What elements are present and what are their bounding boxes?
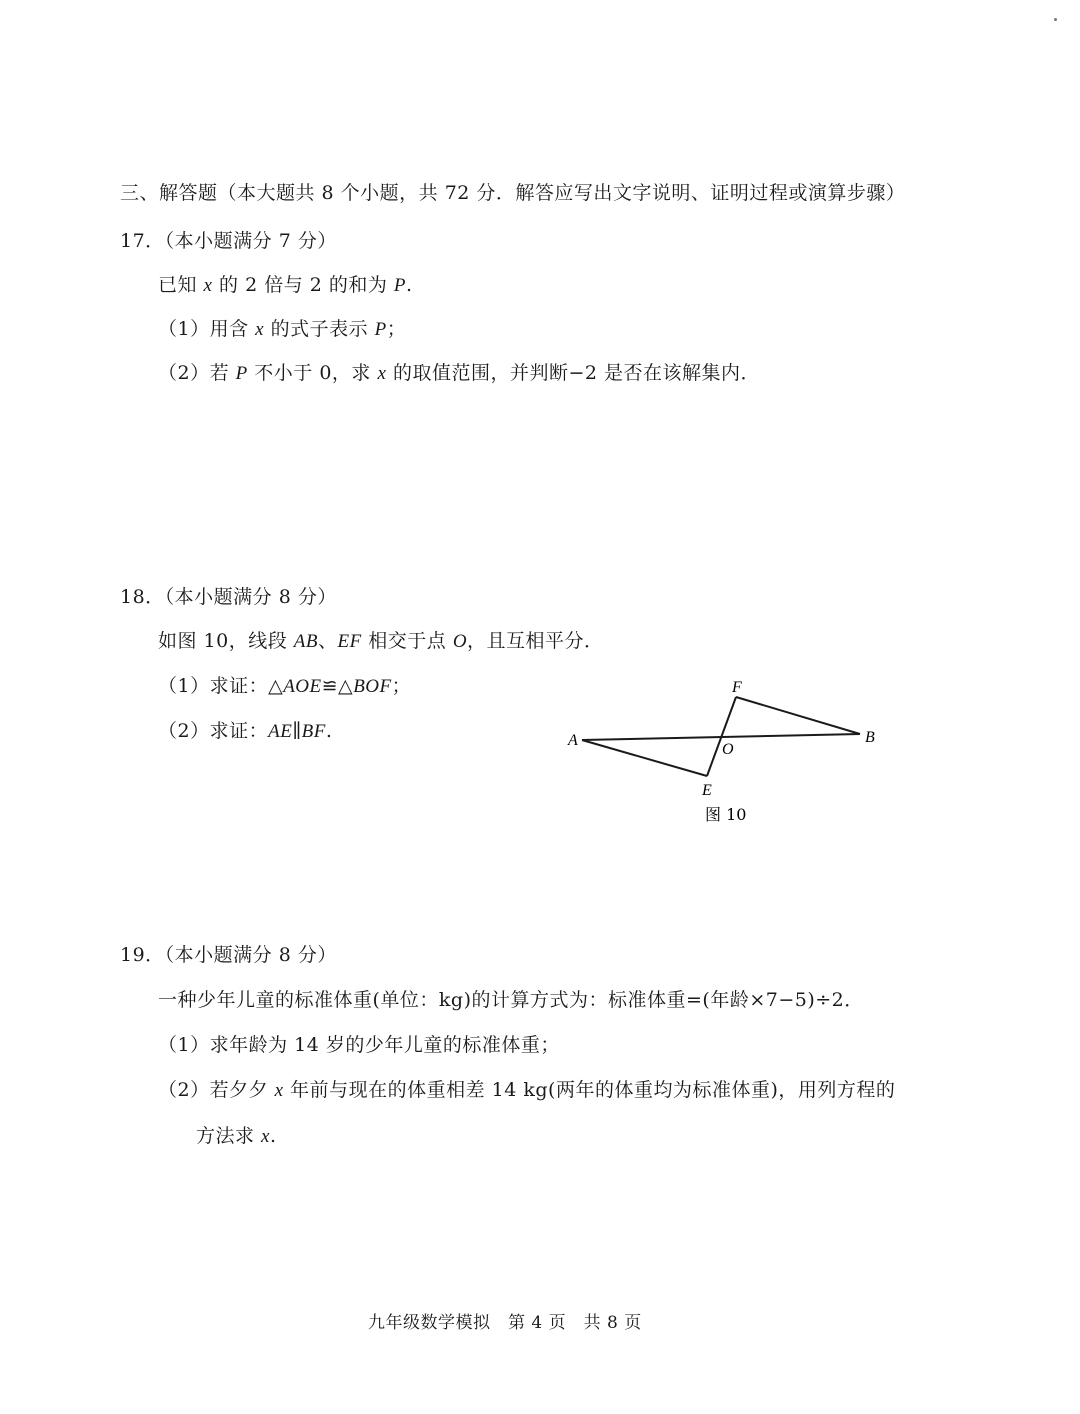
scan-speck [1054,18,1057,21]
q18-part1-var-aoe: AOE [283,676,322,697]
q18-stem-text: 、 [317,630,338,652]
q17-part2-var-p: P [235,363,248,384]
q17-stem-var-x: x [203,275,213,296]
q19-header: 19．（本小题满分 8 分） [120,944,337,966]
q17-part1-text: ； [386,318,407,340]
q17-part2-text: （2）若 [158,362,236,384]
q18-stem-text: ，且互相平分． [467,630,604,652]
point-label-b: B [865,729,875,746]
q17-part1 [158,314,406,341]
q18-header: 18．（本小题满分 8 分） [120,586,337,608]
q19-part2-var-x: x [274,1080,284,1101]
q17-part2-text: 不小于 0，求 [247,362,378,384]
q17-part2 [158,358,760,385]
point-label-f: F [732,679,742,696]
point-label-o: O [722,741,734,758]
q19-stem: 一种少年儿童的标准体重(单位：kg)的计算方式为：标准体重=(年龄×7−5)÷2． [158,989,864,1011]
q19-part2-text: 年前与现在的体重相差 14 kg(两年的体重均为标准体重)，用列方程的 [283,1079,896,1101]
q17-stem-text: 的 2 倍与 2 的和为 [212,274,394,296]
q18-part2-text: . [325,720,333,742]
q18-stem-text: 相交于点 [361,630,453,652]
point-label-e: E [702,782,712,799]
q19-part2-continuation [196,1121,277,1148]
q18-part2 [158,716,332,743]
segment-bf [736,697,860,734]
q17-part1-var-p: P [374,319,387,340]
page-footer: 九年级数学模拟 第 4 页 共 8 页 [368,1313,642,1333]
q17-stem-text: 已知 [158,274,204,296]
q18-part2-var-ae: AE [268,721,293,742]
q17-part2-text: 的取值范围，并判断−2 是否在该解集内． [386,362,760,384]
segment-ae [582,740,707,776]
q18-part2-parallel-symbol: ∥ [292,721,302,742]
q17-header: 17．（本小题满分 7 分） [120,230,337,252]
point-label-a: A [568,732,578,749]
q18-stem-text: 如图 10，线段 [158,630,294,652]
q17-part2-var-x: x [377,363,387,384]
section-heading: 三、解答题（本大题共 8 个小题，共 72 分．解答应写出文字说明、证明过程或演算步骤） [120,182,906,204]
q19-part1: （1）求年龄为 14 岁的少年儿童的标准体重； [158,1034,560,1056]
q18-part1-text: ≌△ [321,675,354,697]
q18-part1-text: ； [391,675,412,697]
q17-stem-var-p: P [393,275,407,296]
q17-part1-text: 的式子表示 [264,318,375,340]
q18-part1-text: （1）求证：△ [158,675,284,697]
figure-caption: 图 10 [705,805,747,824]
q18-stem-var-ef: EF [337,631,362,652]
q18-part2-var-bf: BF [301,721,326,742]
q18-stem-var-ab: AB [293,631,318,652]
q17-stem-text: . [406,274,413,296]
q19-part2-cont-text: . [269,1125,277,1147]
q17-part1-text: （1）用含 [158,318,256,340]
q18-stem-var-o: O [452,631,468,652]
q18-part2-text: （2）求证： [158,720,269,742]
q17-part1-var-x: x [255,319,265,340]
q18-stem [158,626,604,653]
q19-part2-text: （2）若夕夕 [158,1079,275,1101]
q19-part2 [158,1075,895,1102]
q17-stem [158,270,413,297]
q18-part1 [158,671,411,698]
q18-part1-var-bof: BOF [353,676,392,697]
figure-10 [560,670,890,840]
q19-part2-cont-var-x: x [261,1126,270,1147]
q19-part2-cont-text: 方法求 [196,1125,262,1147]
